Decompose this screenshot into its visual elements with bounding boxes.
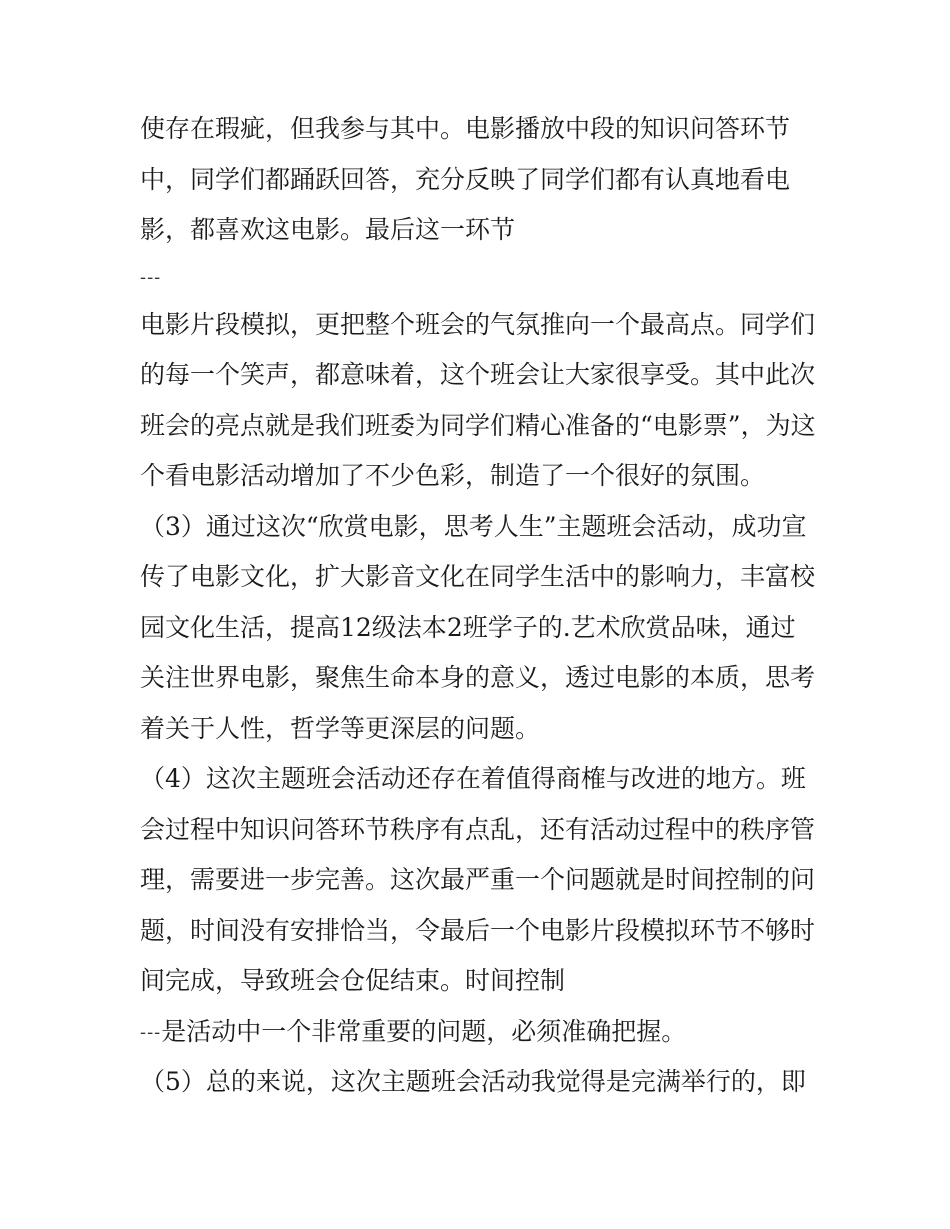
text-line: 使存在瑕疵，但我参与其中。电影播放中段的知识问答环节 (140, 114, 791, 143)
text-line: 传了电影文化，扩大影音文化在同学生活中的影响力，丰富校 (140, 562, 816, 591)
text-line: 的每一个笑声，都意味着，这个班会让大家很享受。其中此次 (140, 360, 816, 389)
text-line: 电影片段模拟，更把整个班会的气氛推向一个最高点。同学们 (140, 309, 816, 339)
text-line: 着关于人性，哲学等更深层的问题。 (140, 713, 541, 743)
page-break-marker: --- (140, 1021, 162, 1043)
text-line: 个看电影活动增加了不少色彩，制造了一个很好的氛围。 (140, 461, 766, 490)
paragraph-4-start: （4）这次主题班会活动还存在着值得商榷与改进的地方。班 (140, 764, 806, 793)
text-line: 题，时间没有安排恰当，令最后一个电影片段模拟环节不够时 (140, 915, 816, 945)
text-line: 关注世界电影，聚焦生命本身的意义，透过电影的本质，思考 (140, 663, 816, 692)
text-line: 是活动中一个非常重要的问题，必须准确把握。 (161, 1016, 687, 1046)
document-body (140, 104, 820, 1108)
text-line: 会过程中知识问答环节秩序有点乱，还有活动过程中的秩序管 (140, 814, 816, 844)
paragraph-5-start: （5）总的来说，这次主题班会活动我觉得是完满举行的，即 (140, 1067, 806, 1096)
text-line-with-marker (140, 1007, 820, 1058)
text-line: 园文化生活，提高12级法本2班学子的.艺术欣赏品味，通过 (140, 612, 796, 642)
paragraph-3-start: （3）通过这次“欣赏电影，思考人生”主题班会活动，成功宣 (140, 511, 807, 541)
text-line: 中，同学们都踊跃回答，充分反映了同学们都有认真地看电 (140, 164, 791, 194)
page-break-marker: --- (140, 266, 162, 288)
text-line: 间完成，导致班会仓促结束。时间控制 (140, 966, 566, 995)
text-line: 理，需要进一步完善。这次最严重一个问题就是时间控制的问 (140, 865, 816, 894)
text-line: 影，都喜欢这电影。最后这一环节 (140, 215, 516, 244)
text-line: 班会的亮点就是我们班委为同学们精心准备的“电影票”，为这 (140, 410, 816, 440)
